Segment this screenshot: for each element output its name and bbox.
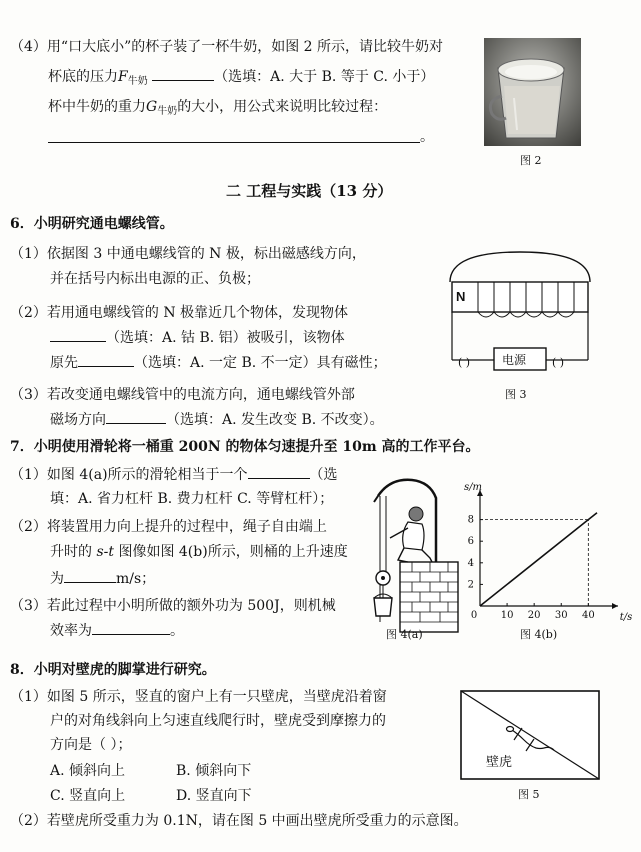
power-source-label: 电源 [502,353,527,367]
x-tick-label: 10 [500,610,514,621]
q4-force-subscript: 牛奶 [127,76,148,87]
q6-p2-line2 [50,329,345,347]
q6-p1-line1: （1）依据图 3 中通电螺线管的 N 极，标出磁感线方向， [10,246,366,262]
q6-answer-blank-3[interactable] [106,411,166,424]
y-tick-label: 8 [467,514,474,526]
q7-p3-line2 [50,622,184,640]
fig4a-caption: 图 4(a) [386,628,423,641]
q8-p1-line3[interactable]: 方向是（ ）； [50,737,132,753]
q4-answer-line[interactable] [48,141,420,143]
y-tick-label: 2 [467,579,474,591]
q8-option-b[interactable]: B. 倾斜向下 [176,763,252,779]
q7-p2-line1: （2）将装置用力向上提升的过程中，绳子自由端上 [10,519,327,535]
window-figure[interactable] [460,690,600,780]
x-axis-arrow [612,603,618,609]
q6-p3-line2-text-a: 磁场方向 [50,412,106,428]
x-axis-label: t/s [619,612,633,623]
q7-p2-line3-text-a: 为 [50,571,64,587]
fig5-caption: 图 5 [518,788,540,801]
q7-p1-line2: 填：A. 省力杠杆 B. 费力杠杆 C. 等臂杠杆）； [50,491,334,507]
q4-line3-text-b: 的大小，用公式来说明比较过程： [177,99,388,115]
q4-line3 [48,98,387,121]
q6-p3-line2 [50,411,384,429]
left-terminal-paren[interactable]: ( ) [458,356,471,369]
q7-st-symbol: s-t [96,544,114,560]
solenoid-figure [440,250,600,380]
q6-p1-line2: 并在括号内标出电源的正、负极； [50,271,260,287]
q7-answer-blank-1[interactable] [248,466,310,479]
q6-p3-line2-text-b: （选填：A. 发生改变 B. 不改变）。 [166,412,384,428]
solenoid-core [452,282,588,312]
q6-p2-line2-text: （选填：A. 钴 B. 铝）被吸引，该物体 [106,330,345,346]
gecko-label: 壁虎 [486,755,513,770]
q8-stem: 8．小明对壁虎的脚掌进行研究。 [10,662,216,678]
q8-p2: （2）若壁虎所受重力为 0.1N，请在图 5 中画出壁虎所受重力的示意图。 [10,813,468,829]
x-tick-label: 40 [581,610,595,621]
y-axis-label: s/m [464,482,482,493]
section2-title: 二 工程与实践（13 分） [226,182,393,200]
q6-answer-blank-2[interactable] [78,354,134,367]
x-tick-label: 20 [527,610,541,621]
st-chart [450,478,633,628]
q6-stem: 6．小明研究通电螺线管。 [10,216,174,232]
q7-answer-blank-2[interactable] [64,570,116,583]
q7-p1-line1-text-b: （选 [309,467,338,483]
q7-p2-line3-text-b: m/s； [116,571,156,587]
fig3-caption: 图 3 [505,388,527,401]
q6-p2-line3 [50,354,387,372]
q8-p1-line1: （1）如图 5 所示，竖直的窗户上有一只壁虎，当壁虎沿着窗 [10,689,387,705]
q6-p2-line3-text-b: （选填：A. 一定 B. 不一定）具有磁性； [134,355,387,371]
q4-line2 [48,68,434,91]
magnetic-field-line [450,252,590,282]
q4-gravity-symbol: G [146,99,158,115]
q4-line1: （4）用“口大底小”的杯子装了一杯牛奶，如图 2 所示，请比较牛奶对 [10,39,444,55]
q4-gravity-subscript: 牛奶 [157,106,178,117]
q7-p2-line2 [50,543,348,561]
q8-p1-line2: 户的对角线斜向上匀速直线爬行时，壁虎受到摩擦力的 [50,713,386,729]
right-terminal-paren[interactable]: ( ) [552,356,565,369]
q8-option-d[interactable]: D. 竖直向下 [176,788,252,804]
q7-answer-blank-3[interactable] [92,622,170,635]
series-line-extension [588,513,597,520]
y-tick-label: 6 [467,536,474,548]
q7-p2-line2-text-b: 图像如图 4(b)所示，则桶的上升速度 [114,544,348,560]
q4-line2-text-b: （选填：A. 大于 B. 等于 C. 小于） [214,69,435,85]
q8-option-a[interactable]: A. 倾斜向上 [50,763,126,779]
q4-end-mark: 。 [420,129,434,145]
q8-option-c[interactable]: C. 竖直向上 [50,788,126,804]
fig2-caption: 图 2 [520,154,542,167]
q6-answer-blank-1[interactable] [50,329,106,342]
y-tick-label: 4 [467,557,474,569]
x-tick-label: 0 [470,610,478,621]
pulley-figure [360,474,460,634]
x-tick-label: 30 [554,610,568,621]
q4-line2-text-a: 杯底的压力 [48,69,118,85]
q6-p3-line1: （3）若改变通电螺线管中的电流方向，通电螺线管外部 [10,387,355,403]
fig4b-caption: 图 4(b) [520,628,558,641]
worker [390,507,432,562]
q6-p2-line1: （2）若用通电螺线管的 N 极靠近几个物体，发现物体 [10,305,349,321]
q7-p3-line1: （3）若此过程中小明所做的额外功为 500J，则机械 [10,598,336,614]
q7-p1-line1-text-a: （1）如图 4(a)所示的滑轮相当于一个 [10,467,248,483]
q7-p3-line2-text-b: 。 [170,623,184,639]
q7-p1-line1 [10,466,338,484]
q4-answer-blank-1[interactable] [152,68,214,81]
q6-p2-line3-text-a: 原先 [50,355,78,371]
bucket [374,598,392,616]
milk-cup-photo [484,38,581,146]
q4-force-symbol: F [118,69,128,85]
q7-p2-line2-text-a: 升时的 [50,544,97,560]
q4-line3-text-a: 杯中牛奶的重力 [48,99,146,115]
q7-p3-line2-text-a: 效率为 [50,623,92,639]
series-line [480,520,588,606]
q7-stem: 7．小明使用滑轮将一桶重 200N 的物体匀速提升至 10m 高的工作平台。 [10,439,480,455]
north-pole-label: N [456,289,466,304]
q7-p2-line3 [50,570,155,588]
